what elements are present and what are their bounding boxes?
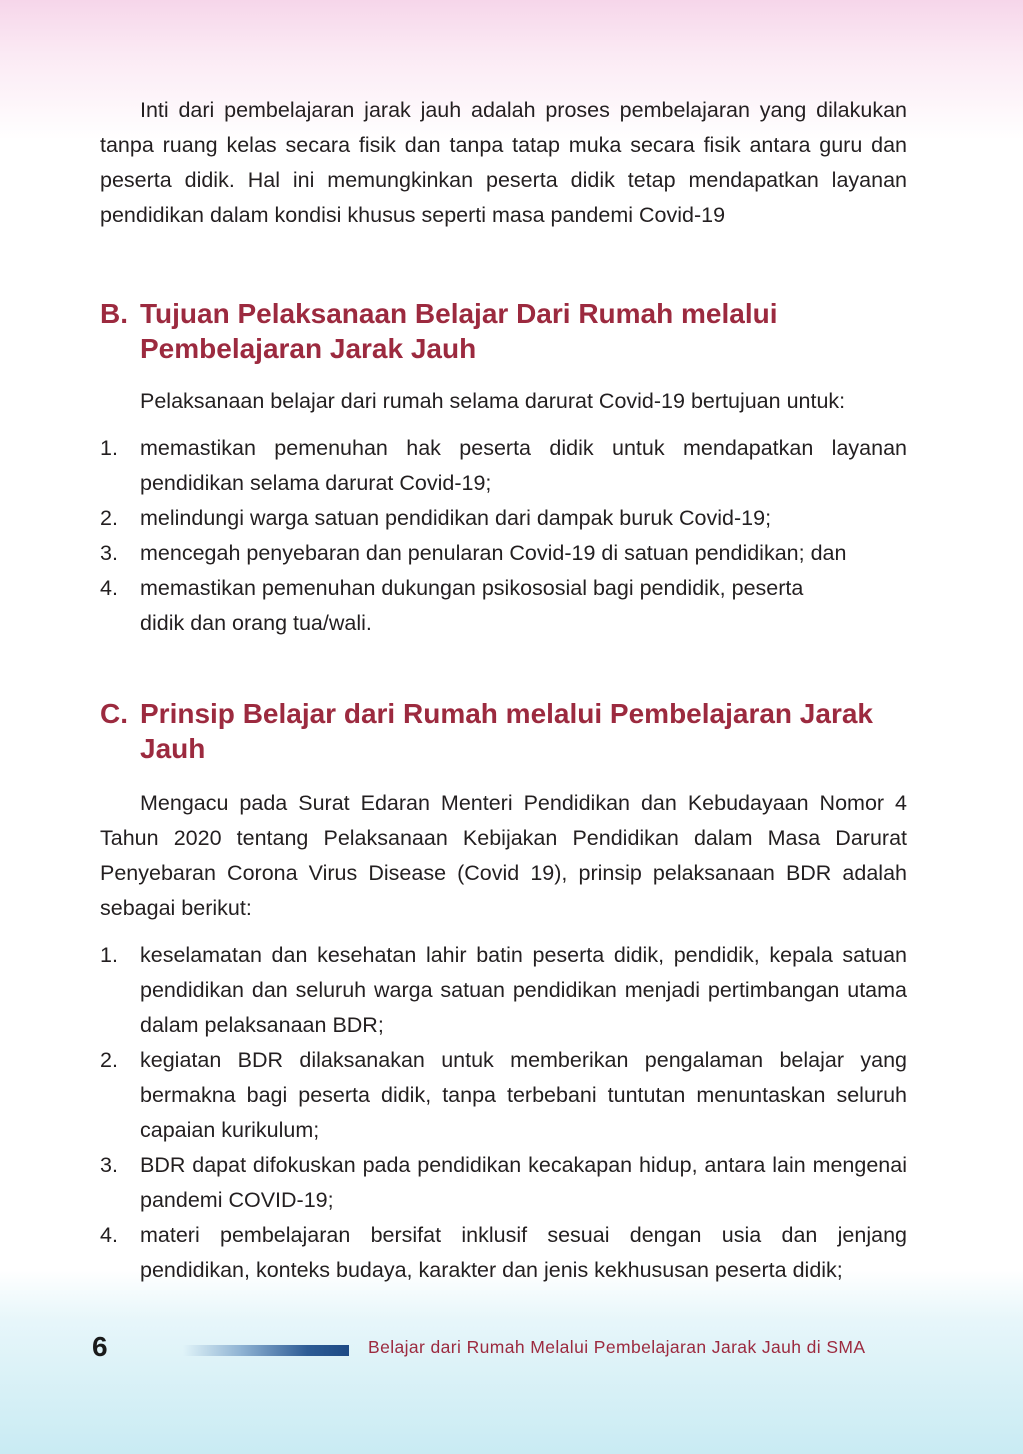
list-item [100, 536, 907, 571]
page-footer [0, 1325, 1023, 1375]
intro-paragraph: Inti dari pembelajaran jarak jauh adalah proses pembelajaran yang dilakukan tanpa ruang kelas secara fisik dan tanpa tatap muka secara fisik antara guru dan peserta didik. Hal ini memungkinkan peserta didik tetap mendapatkan layanan pendidikan dalam kondisi khusus seperti masa pandemi Covid-19 [100, 98, 907, 227]
list-item-text: memastikan pemenuhan dukungan psikososial bagi pendidik, peserta didik dan orang tua/wali. [140, 576, 804, 635]
section-b-title: Tujuan Pelaksanaan Belajar Dari Rumah melalui Pembelajaran Jarak Jauh [140, 298, 778, 364]
list-item-number: 2. [100, 506, 118, 530]
list-item-number: 1. [100, 943, 118, 967]
list-item [100, 501, 907, 536]
list-item-text: BDR dapat difokuskan pada pendidikan kecakapan hidup, antara lain mengenai pandemi COVID-19; [140, 1153, 907, 1212]
list-item [100, 1043, 907, 1148]
page-content [100, 93, 907, 1288]
list-item-text: melindungi warga satuan pendidikan dari dampak buruk Covid-19; [140, 506, 772, 530]
section-b-heading [100, 296, 907, 366]
section-c-heading [100, 696, 907, 766]
page-number: 6 [92, 1331, 108, 1362]
list-item-text: materi pembelajaran bersifat inklusif sesuai dengan usia dan jenjang pendidikan, konteks budaya, karakter dan jenis kekhususan peserta didik; [140, 1223, 907, 1282]
section-c-letter: C. [100, 698, 128, 729]
footer-title: Belajar dari Rumah Melalui Pembelajaran Jarak Jauh di SMA [368, 1337, 866, 1357]
list-item-text: keselamatan dan kesehatan lahir batin peserta didik, pendidik, kepala satuan pendidikan dan seluruh warga satuan pendidikan menjadi pertimbangan utama dalam pelaksanaan BDR; [140, 943, 907, 1037]
list-item [100, 1218, 907, 1288]
section-b-list [100, 431, 907, 641]
footer-decorative-bar [183, 1345, 349, 1356]
section-b-letter: B. [100, 298, 128, 329]
list-item-text: memastikan pemenuhan hak peserta didik untuk mendapatkan layanan pendidikan selama darurat Covid-19; [140, 436, 907, 495]
list-item-number: 4. [100, 576, 118, 600]
list-item-number: 4. [100, 1223, 118, 1247]
list-item [100, 938, 907, 1043]
section-c-intro: Mengacu pada Surat Edaran Menteri Pendidikan dan Kebudayaan Nomor 4 Tahun 2020 tentang Pelaksanaan Kebijakan Pendidikan dalam Masa Darurat Penyebaran Corona Virus Disease (Covid 19), prinsip pelaksanaan BDR adalah sebagai berikut: [100, 791, 907, 920]
list-item-number: 1. [100, 436, 118, 460]
list-item-number: 3. [100, 541, 118, 565]
list-item-text: mencegah penyebaran dan penularan Covid-19 di satuan pendidikan; dan [140, 541, 847, 565]
list-item-text: kegiatan BDR dilaksanakan untuk memberikan pengalaman belajar yang bermakna bagi peserta didik, tanpa terbebani tuntutan menuntaskan seluruh capaian kurikulum; [140, 1048, 907, 1142]
list-item-number: 3. [100, 1153, 118, 1177]
section-b-intro: Pelaksanaan belajar dari rumah selama darurat Covid-19 bertujuan untuk: [140, 389, 846, 413]
list-item [100, 1148, 907, 1218]
list-item [100, 431, 907, 501]
list-item-number: 2. [100, 1048, 118, 1072]
section-c-title: Prinsip Belajar dari Rumah melalui Pembelajaran Jarak Jauh [140, 698, 873, 764]
section-c-list [100, 938, 907, 1288]
list-item [100, 571, 907, 641]
